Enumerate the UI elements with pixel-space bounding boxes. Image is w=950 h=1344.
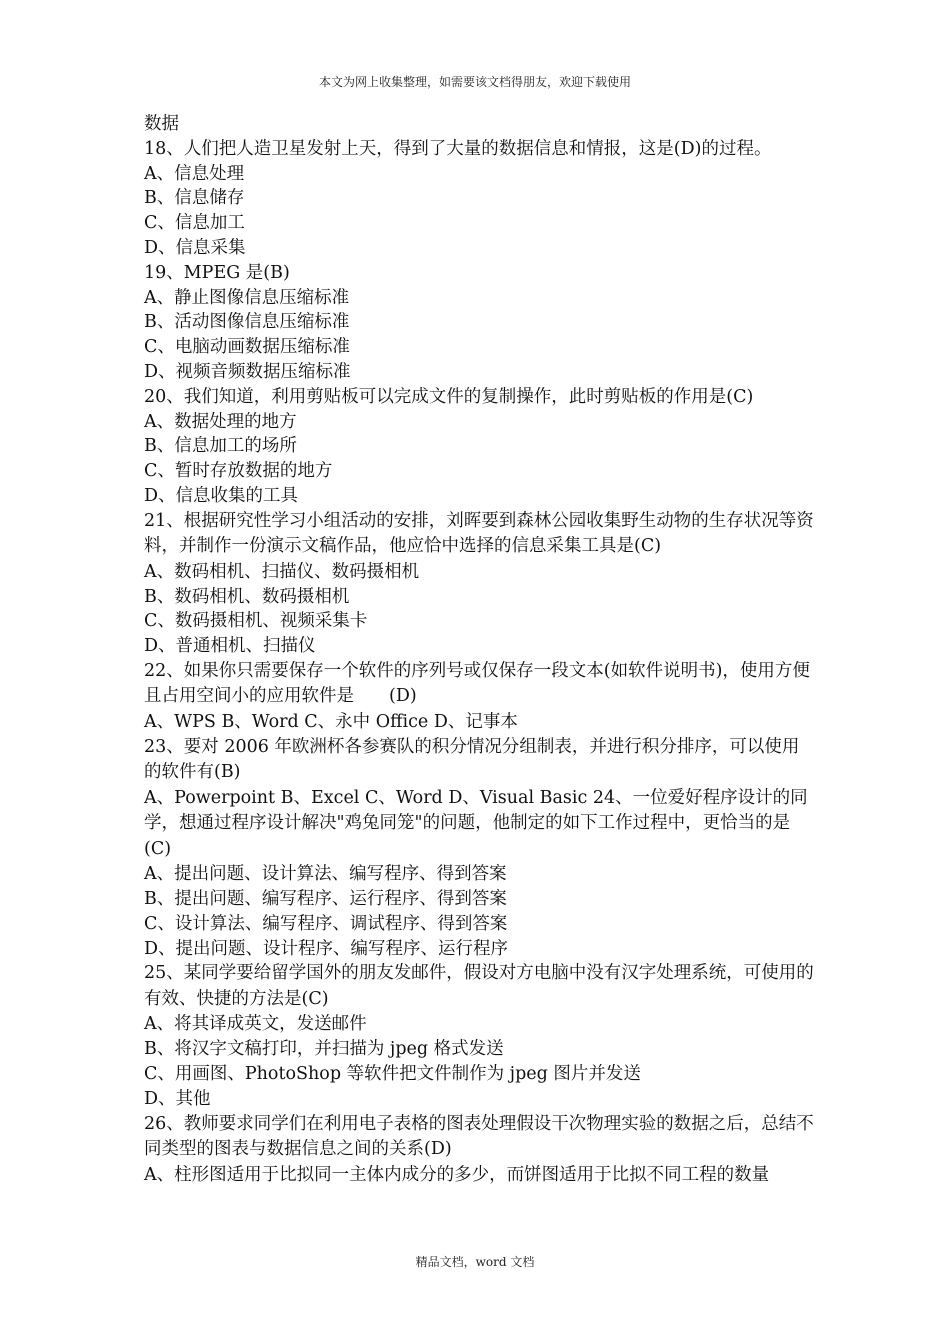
option-line: D、视频音频数据压缩标准: [144, 361, 351, 382]
question-20: 20、我们知道，利用剪贴板可以完成文件的复制操作，此时剪贴板的作用是(C): [144, 386, 754, 407]
question-23-options-and-24: A、Powerpoint B、Excel C、Word D、Visual Basic 24、一位爱好程序设计的同学，想通过程序设计解决"鸡兔同笼"的问题，他制定的如下工作过程中，更恰当的是(C): [144, 787, 808, 859]
page-content: [144, 112, 814, 1188]
page-footer: 精品文档，word 文档: [415, 1255, 535, 1269]
option-line: B、提出问题、编写程序、运行程序、得到答案: [144, 889, 507, 910]
option-line: B、将汉字文稿打印，并扫描为 jpeg 格式发送: [144, 1039, 504, 1060]
option-line: A、静止图像信息压缩标准: [144, 287, 350, 308]
question-21: 21、根据研究性学习小组活动的安排，刘晖要到森林公园收集野生动物的生存状况等资料，并制作一份演示文稿作品，他应恰中选择的信息采集工具是(C): [144, 510, 814, 557]
question-18: 18、人们把人造卫星发射上天，得到了大量的数据信息和情报，这是(D)的过程。: [144, 138, 772, 159]
option-line: C、设计算法、编写程序、调试程序、得到答案: [144, 913, 508, 934]
option-line: D、提出问题、设计程序、编写程序、运行程序: [144, 938, 509, 959]
option-line: A、WPS B、Word C、永中 Office D、记事本: [144, 711, 518, 732]
option-line: D、普通相机、扫描仪: [144, 636, 316, 657]
question-26: 26、教师要求同学们在利用电子表格的图表处理假设干次物理实验的数据之后，总结不同类型的图表与数据信息之间的关系(D): [144, 1113, 814, 1160]
option-line: A、柱形图适用于比拟同一主体内成分的多少，而饼图适用于比拟不同工程的数量: [144, 1164, 770, 1185]
option-line: A、信息处理: [144, 163, 245, 184]
question-25: 25、某同学要给留学国外的朋友发邮件，假设对方电脑中没有汉字处理系统，可使用的有效、快捷的方法是(C): [144, 963, 814, 1009]
option-line: C、用画图、PhotoShop 等软件把文件制作为 jpeg 图片并发送: [144, 1064, 641, 1085]
option-line: B、信息加工的场所: [144, 436, 297, 457]
option-line: D、信息采集: [144, 237, 246, 258]
option-line: B、活动图像信息压缩标准: [144, 312, 350, 333]
option-line: C、数码摄相机、视频采集卡: [144, 611, 368, 632]
option-line: C、暂时存放数据的地方: [144, 461, 333, 482]
option-line: A、提出问题、设计算法、编写程序、得到答案: [144, 864, 507, 885]
option-line: D、其他: [144, 1088, 211, 1109]
option-line: B、信息储存: [144, 188, 245, 209]
page-header: 本文为网上收集整理，如需要该文档得朋友，欢迎下载使用: [318, 75, 631, 89]
question-22: 22、如果你只需要保存一个软件的序列号或仅保存一段文本(如软件说明书)，使用方便且占用空间小的应用软件是 (D): [144, 660, 810, 707]
question-23: 23、要对 2006 年欧洲杯各参赛队的积分情况分组制表，并进行积分排序，可以使用的软件有(B): [144, 736, 800, 783]
option-line: C、信息加工: [144, 213, 245, 234]
text-line: 数据: [144, 114, 179, 134]
option-line: A、数据处理的地方: [144, 411, 297, 432]
option-line: B、数码相机、数码摄相机: [144, 586, 350, 607]
question-19: 19、MPEG 是(B): [144, 262, 290, 283]
option-line: D、信息收集的工具: [144, 485, 299, 506]
option-line: A、数码相机、扫描仪、数码摄相机: [144, 561, 420, 582]
option-line: C、电脑动画数据压缩标准: [144, 337, 350, 358]
option-line: A、将其译成英文，发送邮件: [144, 1014, 367, 1035]
